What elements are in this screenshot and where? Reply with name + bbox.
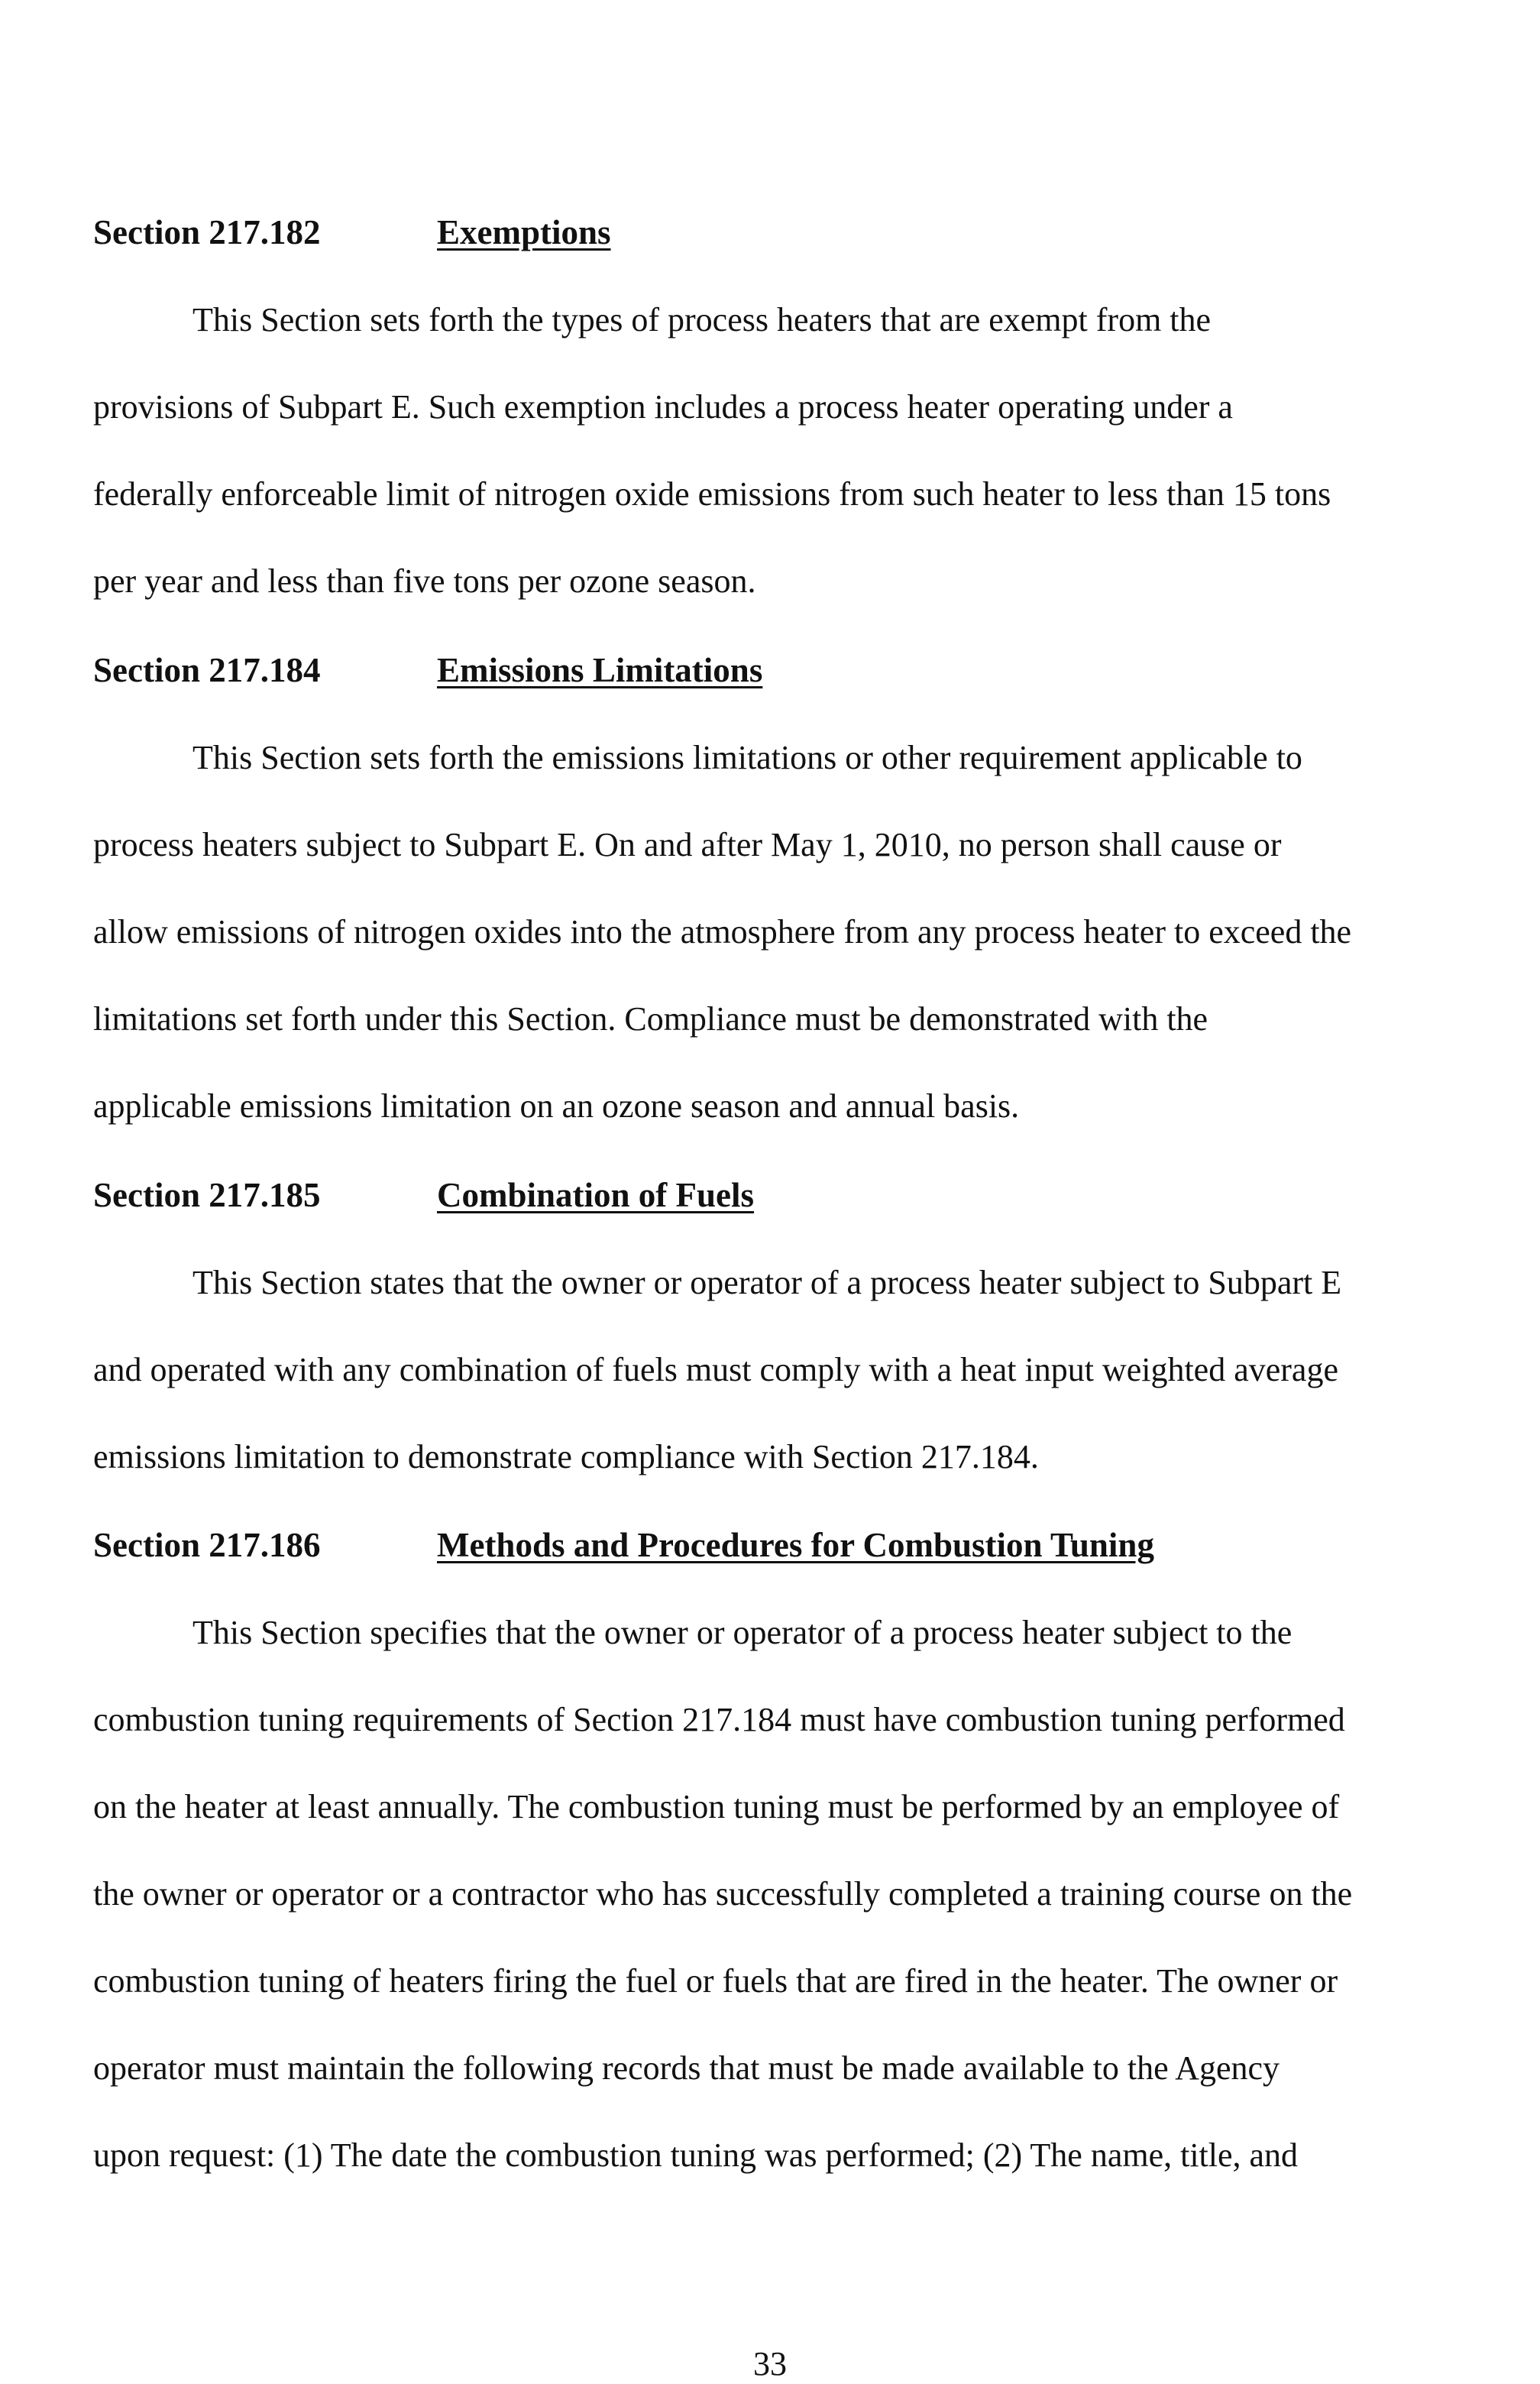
section-number: Section 217.185 [93, 1176, 321, 1214]
section-heading-217-182 [93, 215, 611, 250]
section-title: Combination of Fuels [437, 1176, 755, 1214]
section-title: Emissions Limitations [437, 651, 763, 689]
section-heading-217-184 [93, 653, 762, 688]
page-number: 33 [753, 2345, 787, 2382]
paragraph-line: process heaters subject to Subpart E. On and after May 1, 2010, no person shall cause or [93, 826, 1282, 863]
paragraph-line: emissions limitation to demonstrate compliance with Section 217.184. [93, 1438, 1039, 1475]
section-number: Section 217.184 [93, 651, 321, 689]
paragraph-line: This Section states that the owner or operator of a process heater subject to Subpart E [192, 1264, 1342, 1301]
paragraph-line: This Section sets forth the types of process heaters that are exempt from the [192, 301, 1212, 338]
section-number: Section 217.186 [93, 1526, 321, 1564]
paragraph-line: federally enforceable limit of nitrogen oxide emissions from such heater to less than 15 tons [93, 475, 1331, 513]
section-heading-217-185 [93, 1178, 754, 1213]
section-paragraph-217-182 [93, 277, 1529, 625]
paragraph-line: applicable emissions limitation on an ozone season and annual basis. [93, 1087, 1020, 1125]
paragraph-line: the owner or operator or a contractor who has successfully completed a training course on the [93, 1875, 1353, 1913]
section-heading-217-186 [93, 1528, 1154, 1563]
paragraph-line: operator must maintain the following records that must be made available to the Agency [93, 2049, 1280, 2087]
section-paragraph-217-186 [93, 1589, 1529, 2199]
section-title: Methods and Procedures for Combustion Tuning [437, 1526, 1154, 1564]
section-title: Exemptions [437, 213, 611, 251]
paragraph-line: combustion tuning of heaters firing the fuel or fuels that are fired in the heater. The owner or [93, 1962, 1338, 2000]
section-paragraph-217-185 [93, 1239, 1529, 1501]
section-paragraph-217-184 [93, 714, 1529, 1150]
paragraph-line: This Section specifies that the owner or operator of a process heater subject to the [192, 1614, 1292, 1651]
paragraph-line: This Section sets forth the emissions limitations or other requirement applicable to [192, 739, 1302, 776]
paragraph-line: and operated with any combination of fuels must comply with a heat input weighted average [93, 1351, 1338, 1388]
paragraph-line: on the heater at least annually. The combustion tuning must be performed by an employee of [93, 1788, 1340, 1825]
paragraph-line: limitations set forth under this Section. Compliance must be demonstrated with the [93, 1000, 1208, 1038]
paragraph-line: provisions of Subpart E. Such exemption includes a process heater operating under a [93, 388, 1233, 426]
paragraph-line: combustion tuning requirements of Section 217.184 must have combustion tuning performed [93, 1701, 1345, 1738]
paragraph-line: upon request: (1) The date the combustion tuning was performed; (2) The name, title, and [93, 2136, 1299, 2174]
section-number: Section 217.182 [93, 213, 321, 251]
paragraph-line: allow emissions of nitrogen oxides into the atmosphere from any process heater to exceed the [93, 913, 1352, 951]
paragraph-line: per year and less than five tons per ozone season. [93, 562, 756, 600]
